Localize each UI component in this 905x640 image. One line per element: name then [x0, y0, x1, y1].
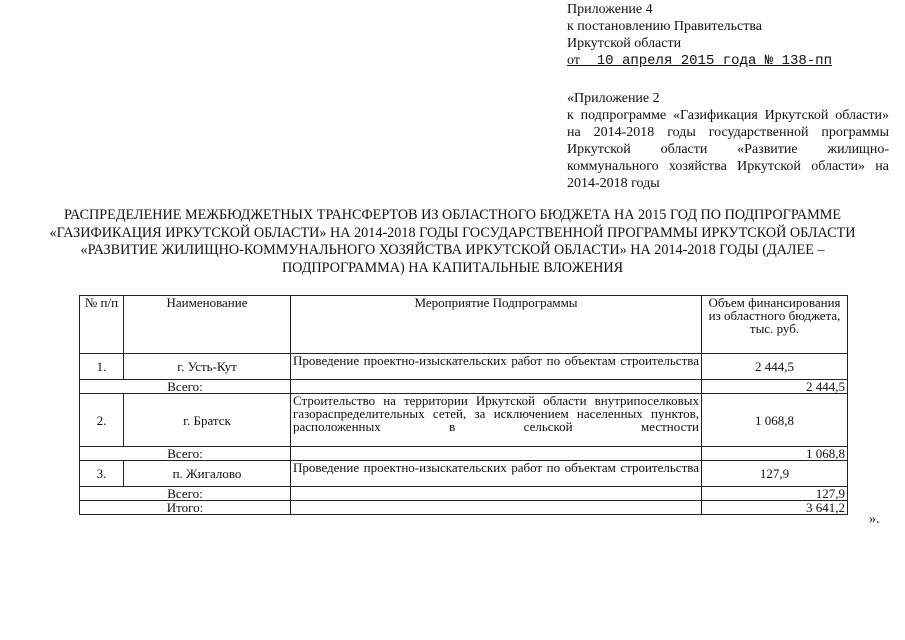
subtotal-label: Всего:	[80, 380, 291, 394]
header-event: Мероприятие Подпрограммы	[291, 296, 702, 354]
header-num: № п/п	[80, 296, 124, 354]
appendix-line-1: «Приложение 2	[567, 91, 660, 106]
row-name: п. Жигалово	[124, 461, 291, 487]
total-empty	[291, 501, 702, 515]
subtotal-value: 1 068,8	[702, 447, 848, 461]
table-header-row	[80, 296, 848, 354]
row-amount: 2 444,5	[702, 354, 848, 380]
total-label: Итого:	[80, 501, 291, 515]
subtotal-empty	[291, 447, 702, 461]
row-name: г. Братск	[124, 394, 291, 447]
table-row	[80, 461, 848, 487]
date-value: 10 апреля 2015 года № 138-пп	[579, 53, 832, 69]
subtotal-row	[80, 487, 848, 501]
resolution-appendix-header	[567, 1, 897, 70]
row-amount: 1 068,8	[702, 394, 848, 447]
row-num: 2.	[80, 394, 124, 447]
row-num: 1.	[80, 354, 124, 380]
header-line-2: к постановлению Правительства	[567, 19, 763, 34]
transfers-table	[79, 295, 848, 515]
row-amount: 127,9	[702, 461, 848, 487]
appendix-body: к подпрограмме «Газификация Иркутской области» на 2014-2018 годы государственной программы Иркутской области «Развитие жилищно-коммунального хозяйства Иркутской области» на 2014-2018 годы	[567, 108, 889, 191]
subprogram-appendix-header	[567, 90, 889, 192]
table-row	[80, 394, 848, 447]
subtotal-label: Всего:	[80, 487, 291, 501]
subtotal-value: 2 444,5	[702, 380, 848, 394]
row-num: 3.	[80, 461, 124, 487]
header-line-3: Иркутской области	[567, 36, 682, 51]
subtotal-label: Всего:	[80, 447, 291, 461]
document-title: РАСПРЕДЕЛЕНИЕ МЕЖБЮДЖЕТНЫХ ТРАНСФЕРТОВ ИЗ ОБЛАСТНОГО БЮДЖЕТА НА 2015 ГОД ПО ПОДПРОГРАММЕ «ГАЗИФИКАЦИЯ ИРКУТСКОЙ ОБЛАСТИ» НА 2014-2018 ГОДЫ ГОСУДАРСТВЕННОЙ ПРОГРАММЫ ИРКУТСКОЙ ОБЛАСТИ «РАЗВИТИЕ ЖИЛИЩНО-КОММУНАЛЬНОГО ХОЗЯЙСТВА ИРКУТСКОЙ ОБЛАСТИ» НА 2014-2018 ГОДЫ (ДАЛЕЕ – ПОДПРОГРАММА) НА КАПИТАЛЬНЫЕ ВЛОЖЕНИЯ	[49, 207, 856, 276]
header-amount: Объем финансирования из областного бюджета, тыс. руб.	[702, 296, 848, 354]
row-event: Строительство на территории Иркутской области внутрипоселковых газораспределительных сетей, за исключением населенных пунктов, расположенных в сельской местности	[291, 394, 702, 447]
total-row	[80, 501, 848, 515]
closing-quote: ».	[869, 512, 880, 527]
subtotal-row	[80, 380, 848, 394]
subtotal-empty	[291, 487, 702, 501]
subtotal-value: 127,9	[702, 487, 848, 501]
date-prefix: от	[567, 53, 580, 68]
row-name: г. Усть-Кут	[124, 354, 291, 380]
subtotal-empty	[291, 380, 702, 394]
header-name: Наименование	[124, 296, 291, 354]
row-event: Проведение проектно-изыскательских работ по объектам строительства	[291, 354, 702, 380]
header-line-1: Приложение 4	[567, 2, 653, 17]
subtotal-row	[80, 447, 848, 461]
table-row	[80, 354, 848, 380]
header-date-line	[567, 52, 897, 70]
total-value: 3 641,2	[702, 501, 848, 515]
row-event: Проведение проектно-изыскательских работ по объектам строительства	[291, 461, 702, 487]
